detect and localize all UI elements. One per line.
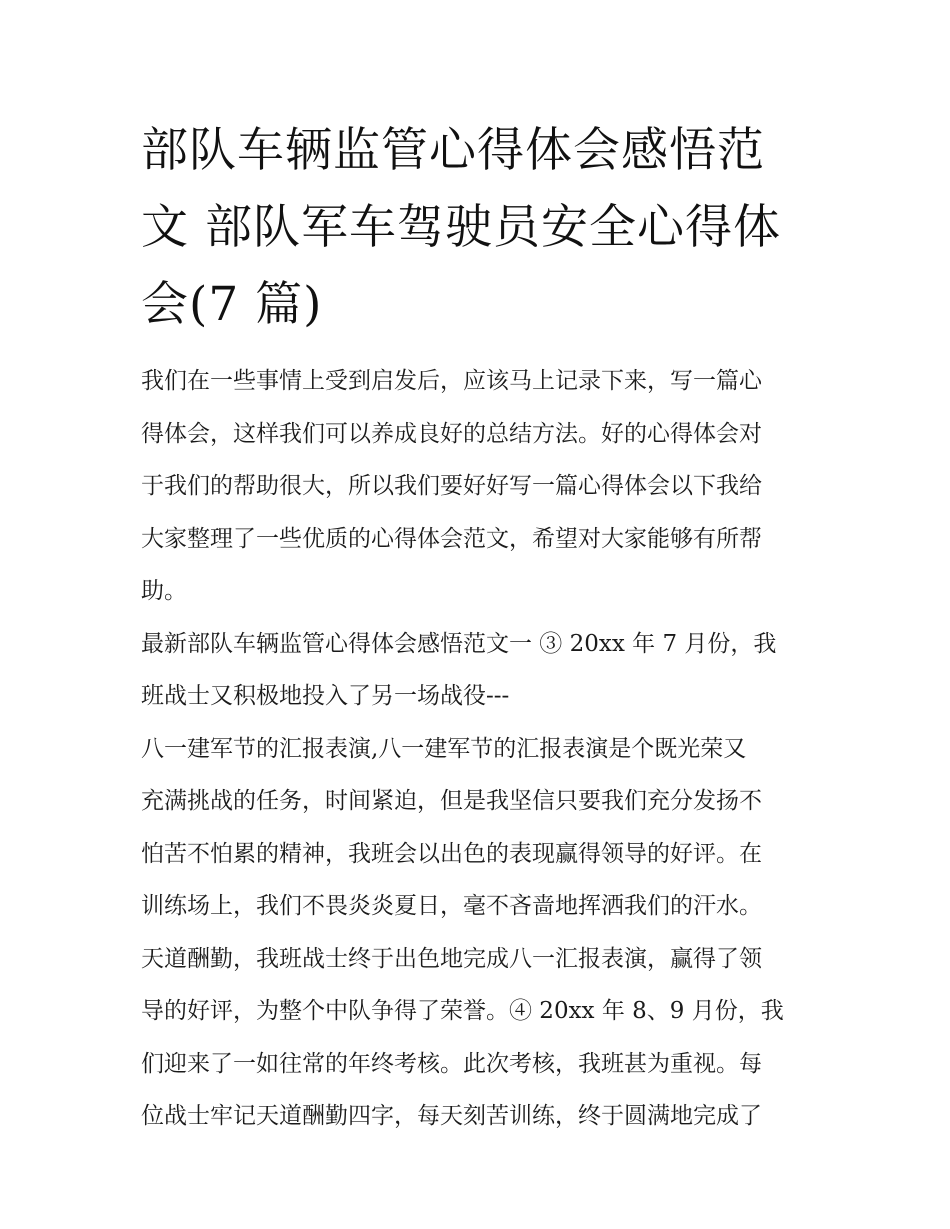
body-line: 得体会，这样我们可以养成良好的总结方法。好的心得体会对 [141,420,762,447]
title-line: 会(7 篇) [141,277,323,332]
body-line: 八一建军节的汇报表演,八一建军节的汇报表演是个既光荣又 [141,735,747,762]
body-line: 们迎来了一如往常的年终考核。此次考核，我班甚为重视。每 [141,1050,762,1077]
body-line: 大家整理了一些优质的心得体会范文，希望对大家能够有所帮 [141,525,762,552]
body-line: 充满挑战的任务，时间紧迫，但是我坚信只要我们充分发扬不 [141,788,762,814]
body-line: 训练场上，我们不畏炎炎夏日，毫不吝啬地挥洒我们的汗水。 [141,893,762,919]
document-page [141,112,813,1143]
title-line: 文 部队军车驾驶员安全心得体 [141,200,781,255]
body-line: 我们在一些事情上受到启发后，应该马上记录下来，写一篇心 [141,368,762,394]
document-title [141,112,813,343]
body-line: 位战士牢记天道酬勤四字，每天刻苦训练，终于圆满地完成了 [141,1103,762,1129]
body-line: 怕苦不怕累的精神，我班会以出色的表现赢得领导的好评。在 [141,840,762,867]
body-line: 最新部队车辆监管心得体会感悟范文一 ③ 20xx 年 7 月份，我 [141,630,777,657]
body-line: 班战士又积极地投入了另一场战役--- [141,683,510,709]
body-line: 助。 [141,578,187,604]
title-line: 部队车辆监管心得体会感悟范 [141,123,765,178]
body-line: 天道酬勤，我班战士终于出色地完成八一汇报表演，赢得了领 [141,945,762,972]
document-body [141,355,813,1143]
body-line: 于我们的帮助很大，所以我们要好好写一篇心得体会以下我给 [141,473,762,499]
body-line: 导的好评，为整个中队争得了荣誉。④ 20xx 年 8、9 月份，我 [141,998,784,1024]
